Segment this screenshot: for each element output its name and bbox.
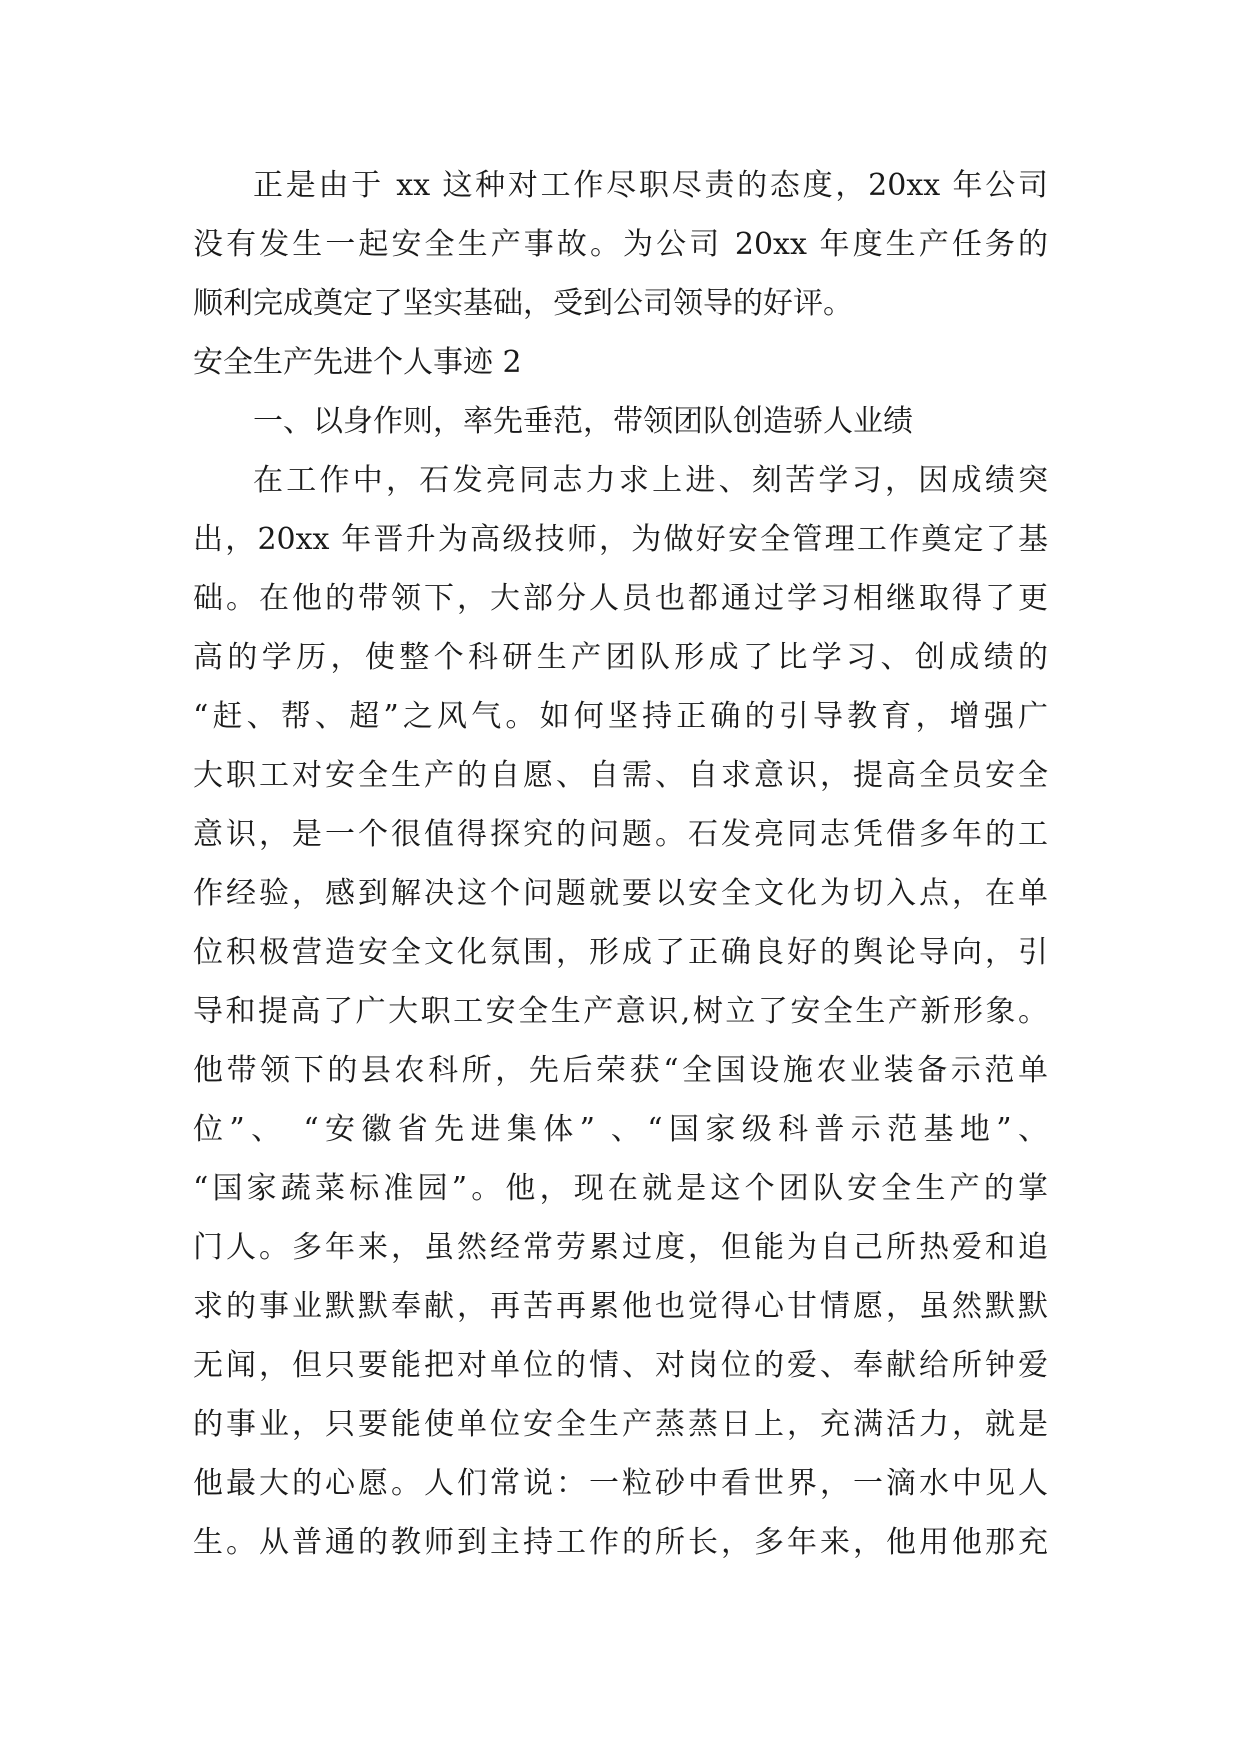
paragraph-line: 位”、 “安徽省先进集体” 、“国家级科普示范基地”、 xyxy=(193,1112,1048,1147)
paragraph-line: “赶、帮、超”之风气。如何坚持正确的引导教育，增强广 xyxy=(193,699,1048,734)
paragraph-line: 他最大的心愿。人们常说：一粒砂中看世界，一滴水中见人 xyxy=(193,1466,1048,1501)
paragraph-line: 无闻，但只要能把对单位的情、对岗位的爱、奉献给所钟爱 xyxy=(193,1348,1048,1383)
paragraph-line: 门人。多年来，虽然经常劳累过度，但能为自己所热爱和追 xyxy=(193,1230,1048,1265)
paragraph-line: “国家蔬菜标准园”。他，现在就是这个团队安全生产的掌 xyxy=(193,1171,1048,1206)
paragraph-line: 求的事业默默奉献，再苦再累他也觉得心甘情愿，虽然默默 xyxy=(193,1289,1048,1324)
paragraph-line: 没有发生一起安全生产事故。为公司 20xx 年度生产任务的 xyxy=(193,227,1048,262)
section-title: 安全生产先进个人事迹 2 xyxy=(193,345,522,380)
paragraph-line: 意识，是一个很值得探究的问题。石发亮同志凭借多年的工 xyxy=(193,817,1048,852)
paragraph-line: 出，20xx 年晋升为高级技师，为做好安全管理工作奠定了基 xyxy=(193,522,1048,557)
paragraph-line: 生。从普通的教师到主持工作的所长，多年来，他用他那充 xyxy=(193,1525,1048,1560)
paragraph-line: 的事业，只要能使单位安全生产蒸蒸日上，充满活力，就是 xyxy=(193,1407,1048,1442)
paragraph-line: 大职工对安全生产的自愿、自需、自求意识，提高全员安全 xyxy=(193,758,1048,793)
paragraph-line: 导和提高了广大职工安全生产意识,树立了安全生产新形象。 xyxy=(193,994,1048,1029)
paragraph-line: 础。在他的带领下，大部分人员也都通过学习相继取得了更 xyxy=(193,581,1048,616)
paragraph-line: 在工作中，石发亮同志力求上进、刻苦学习，因成绩突 xyxy=(253,463,1048,498)
paragraph-line: 顺利完成奠定了坚实基础，受到公司领导的好评。 xyxy=(193,286,853,321)
paragraph-line: 高的学历，使整个科研生产团队形成了比学习、创成绩的 xyxy=(193,640,1048,675)
document-body xyxy=(193,156,1048,1572)
subsection-title: 一、以身作则，率先垂范，带领团队创造骄人业绩 xyxy=(253,404,913,439)
paragraph-line: 他带领下的县农科所，先后荣获“全国设施农业装备示范单 xyxy=(193,1053,1048,1088)
paragraph-line: 作经验，感到解决这个问题就要以安全文化为切入点，在单 xyxy=(193,876,1048,911)
paragraph-line: 正是由于 xx 这种对工作尽职尽责的态度，20xx 年公司 xyxy=(253,168,1048,203)
paragraph-line: 位积极营造安全文化氛围，形成了正确良好的舆论导向，引 xyxy=(193,935,1048,970)
